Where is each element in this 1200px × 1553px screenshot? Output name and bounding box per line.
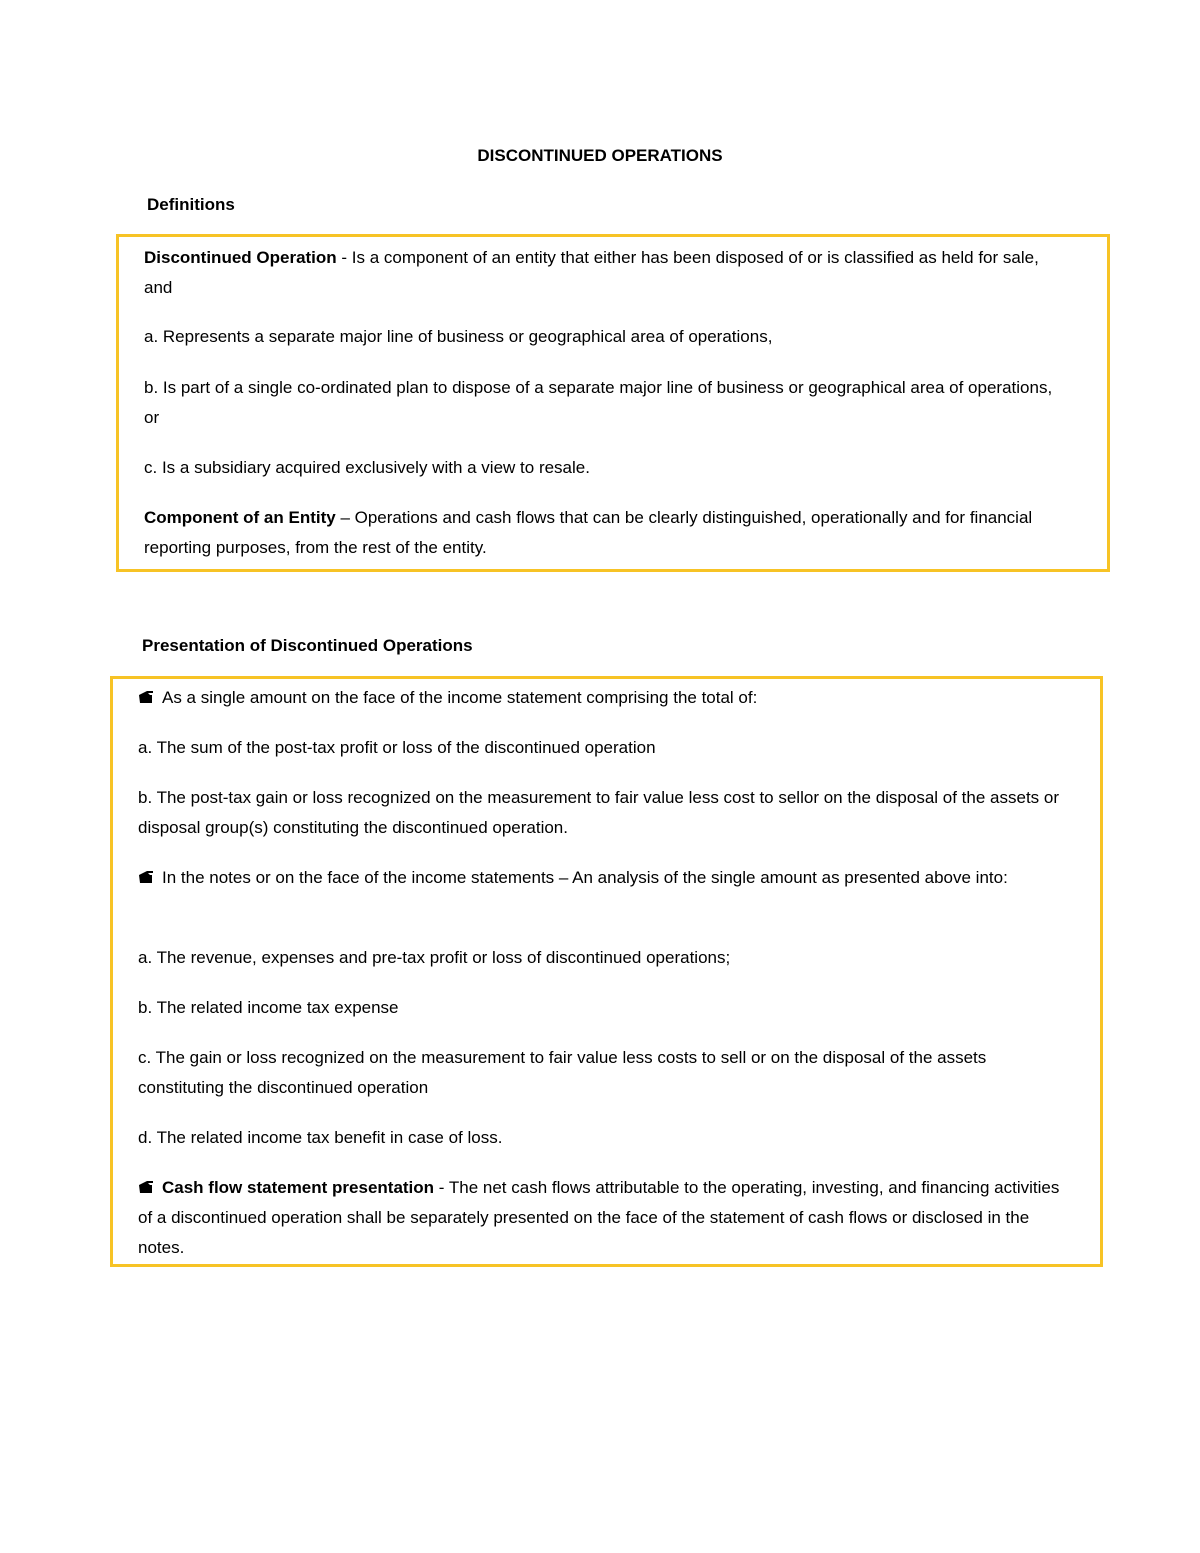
definition-text: - Is a component of an entity that either has been disposed of or is classified as held for sale, and — [144, 248, 1039, 297]
hand-pointing-icon — [138, 690, 154, 704]
bullet-3 — [138, 1173, 1060, 1263]
term-cash-flow-statement: Cash flow statement presentation — [162, 1178, 435, 1197]
definitions-box — [116, 234, 1110, 572]
term-component-of-entity: Component of an Entity — [144, 508, 336, 527]
definition-discontinued-operation — [144, 243, 1067, 303]
definition-item-c: c. Is a subsidiary acquired exclusively with a view to resale. — [144, 458, 590, 477]
bullet-1-item-b: b. The post-tax gain or loss recognized on the measurement to fair value less cost to sellor on the disposal of the assets or disposal group(s) constituting the discontinued operation. — [138, 788, 1060, 837]
term-discontinued-operation: Discontinued Operation — [144, 248, 337, 267]
definition-item-b: b. Is part of a single co-ordinated plan to dispose of a separate major line of business or geographical area of operations, or — [144, 378, 1053, 427]
bullet-1-item-a: a. The sum of the post-tax profit or loss of the discontinued operation — [138, 738, 656, 757]
bullet-3-text: - The net cash flows attributable to the operating, investing, and financing activities of a discontinued operation shall be separately presented on the face of the statement of cash flows or disclosed in the notes. — [138, 1178, 1060, 1257]
hand-pointing-icon — [138, 870, 154, 884]
definition-item-a: a. Represents a separate major line of business or geographical area of operations, — [144, 327, 773, 346]
hand-pointing-icon — [138, 1180, 154, 1194]
bullet-2-item-c: c. The gain or loss recognized on the measurement to fair value less costs to sell or on the disposal of the assets constituting the discontinued operation — [138, 1048, 987, 1097]
bullet-2 — [138, 863, 1060, 893]
bullet-1-text: As a single amount on the face of the income statement comprising the total of: — [162, 688, 758, 707]
component-text: – Operations and cash flows that can be clearly distinguished, operationally and for financial reporting purposes, from the rest of the entity. — [144, 508, 1033, 557]
bullet-1 — [138, 683, 1060, 713]
presentation-heading: Presentation of Discontinued Operations — [142, 636, 473, 655]
bullet-2-item-a: a. The revenue, expenses and pre-tax profit or loss of discontinued operations; — [138, 948, 731, 967]
presentation-box — [110, 676, 1103, 1267]
bullet-2-item-d: d. The related income tax benefit in case of loss. — [138, 1128, 503, 1147]
definitions-heading: Definitions — [147, 195, 235, 214]
bullet-2-item-b: b. The related income tax expense — [138, 998, 399, 1017]
bullet-2-text: In the notes or on the face of the income statements – An analysis of the single amount as presented above into: — [162, 868, 1008, 887]
page-title: DISCONTINUED OPERATIONS — [477, 146, 723, 165]
definition-component — [144, 503, 1067, 563]
